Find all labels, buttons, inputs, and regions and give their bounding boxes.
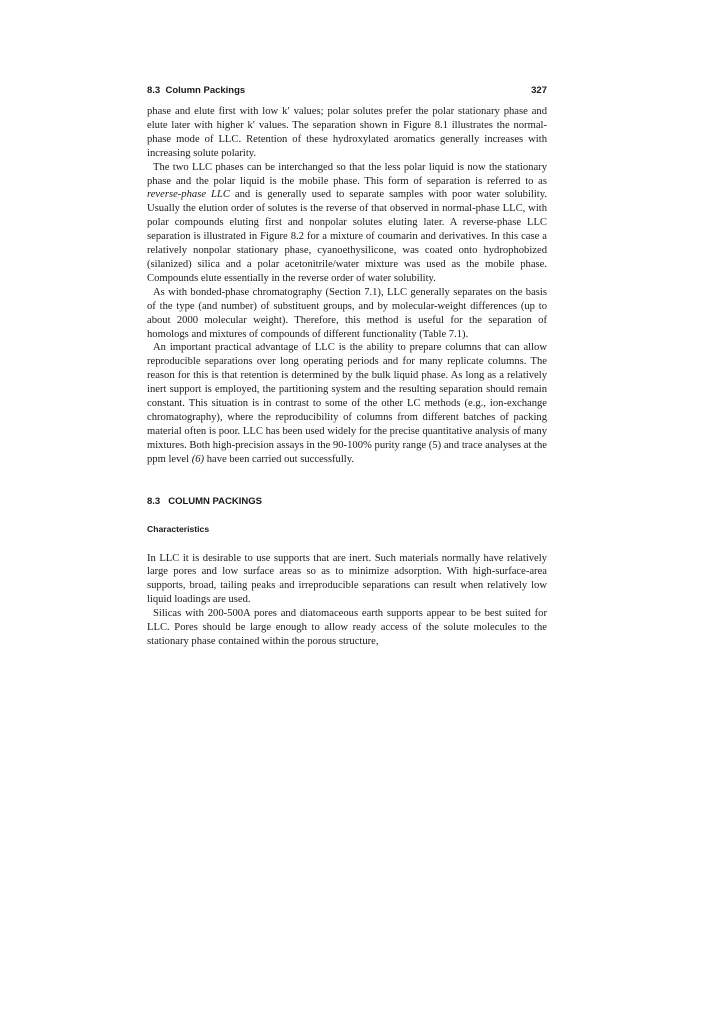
section-title: COLUMN PACKINGS [168,495,262,507]
paragraph-supports: In LLC it is desirable to use supports that are inert. Such materials normally have relatively large pores and low surface areas so as to minimize adsorption. With high-surface-area supports, broad, tailing peaks and irreproducible separations can result when relatively low liquid loadings are used. [147,552,547,606]
paragraph-reverse-phase [147,161,547,286]
section-number: 8.3 [147,495,161,507]
paragraph-practical-advantage-text-1: An important practical advantage of LLC is the ability to prepare columns that can allow reproducible separations over long operating periods and for many replicate columns. The reason for this is that retention is determined by the bulk liquid phase. As long as a relatively inert support is employed, the partitioning system and the resulting separation should remain constant. This situation is in contrast to some of the other LC methods (e.g., ion-exchange chromatography), where the reproducibility of columns from different batches of packing material often is poor. LLC has been used widely for the precise quantitative analysis of many mixtures. Both high-precision assays in the 90-100% purity range (5) and trace analyses at the ppm level [147,342,547,465]
paragraph-normal-phase-continued: phase and elute first with low k′ values; polar solutes prefer the polar stationary phase and elute later with higher k′ values. The separation shown in Figure 8.1 illustrates the normal-phase mode of LLC. Retention of these hydroxylated aromatics generally increases with increasing solute polarity. [147,106,547,159]
page-number: 327 [531,85,547,96]
running-header-section: 8.3 Column Packings [147,85,246,96]
book-page [147,84,547,649]
paragraph-reverse-phase-text-1: The two LLC phases can be interchanged so that the less polar liquid is now the stationary phase and the polar liquid is the mobile phase. This form of separation is referred to as [147,161,547,187]
section-heading [147,495,547,508]
paragraph-practical-advantage [147,341,547,466]
paragraph-bonded-phase: As with bonded-phase chromatography (Section 7.1), LLC generally separates on the basis of the type (and number) of substituent groups, and by molecular-weight differences (up to about 2000 molecular weight). Therefore, this method is useful for the separation of homologs and mixtures of compounds of different functionality (Table 7.1). [147,286,547,340]
reference-6: (6) [191,453,205,465]
paragraph-silicas: Silicas with 200-500A pores and diatomaceous earth supports appear to be best suited for LLC. Pores should be large enough to allow ready access of the solute molecules to the stationary phase contained within the porous structure, [147,608,547,647]
paragraph-reverse-phase-text-2: and is generally used to separate samples with poor water solubility. Usually the elution order of solutes is the reverse of that observed in normal-phase LLC, with polar compounds eluting first and nonpolar solutes eluting later. A reverse-phase LLC separation is illustrated in Figure 8.2 for a mixture of coumarin and derivatives. In this case a relatively nonpolar stationary phase, cyanoethysilicone, was coated onto hydrophobized (silanized) silica and a polar acetonitrile/water mixture was used as the mobile phase. Compounds elute essentially in the reverse order of water solubility. [147,189,547,284]
reverse-phase-llc-term: reverse-phase LLC [147,189,230,201]
running-header [147,84,547,98]
subheading-characteristics: Characteristics [147,523,210,534]
paragraph-practical-advantage-text-2: have been carried out successfully. [204,453,354,465]
